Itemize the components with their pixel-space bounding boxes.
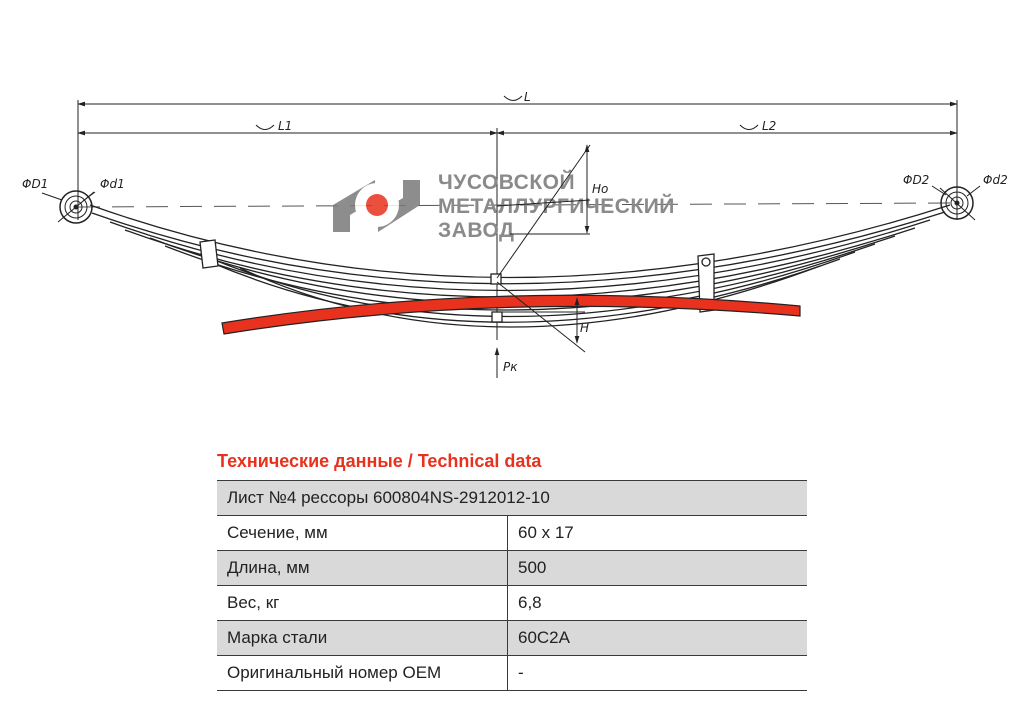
- watermark-line-1: ЧУСОВСКОЙ: [438, 171, 576, 194]
- row-label: Длина, мм: [217, 551, 508, 586]
- label-L2: L2: [762, 119, 777, 133]
- row-value: 60 х 17: [508, 516, 808, 551]
- highlighted-leaf-4: [222, 295, 800, 334]
- left-spring-eye: [42, 191, 95, 223]
- label-L: L: [524, 90, 531, 104]
- label-H0: Ho: [592, 182, 609, 196]
- row-label: Сечение, мм: [217, 516, 508, 551]
- table-header-row: [217, 481, 807, 516]
- row-value: 6,8: [508, 586, 808, 621]
- label-H: H: [580, 321, 590, 335]
- table-row: [217, 586, 807, 621]
- row-label: Вес, кг: [217, 586, 508, 621]
- row-label: Марка стали: [217, 621, 508, 656]
- dimension-lines: [78, 96, 957, 133]
- watermark-line-2: МЕТАЛЛУРГИЧЕСКИЙ: [438, 195, 675, 218]
- section-title: Технические данные / Technical data: [217, 451, 542, 471]
- label-d1: Φd1: [100, 177, 125, 191]
- row-label: Оригинальный номер OEM: [217, 656, 508, 691]
- label-L1: L1: [278, 119, 293, 133]
- watermark-line-3: ЗАВОД: [438, 219, 515, 242]
- label-d2: Φd2: [983, 173, 1008, 187]
- table-row: [217, 551, 807, 586]
- label-Pk: Pк: [503, 360, 518, 374]
- company-logo: [333, 180, 420, 232]
- row-value: -: [508, 656, 808, 691]
- table-row: [217, 656, 807, 691]
- table-header: Лист №4 рессоры 600804NS-2912012-10: [217, 481, 807, 516]
- company-watermark: [438, 170, 675, 242]
- table-row: [217, 621, 807, 656]
- spring-leaves: [90, 205, 950, 327]
- row-value: 500: [508, 551, 808, 586]
- technical-data-table: [217, 480, 807, 691]
- label-D2: ΦD2: [903, 173, 930, 187]
- label-D1: ΦD1: [22, 177, 49, 191]
- row-value: 60С2А: [508, 621, 808, 656]
- table-row: [217, 516, 807, 551]
